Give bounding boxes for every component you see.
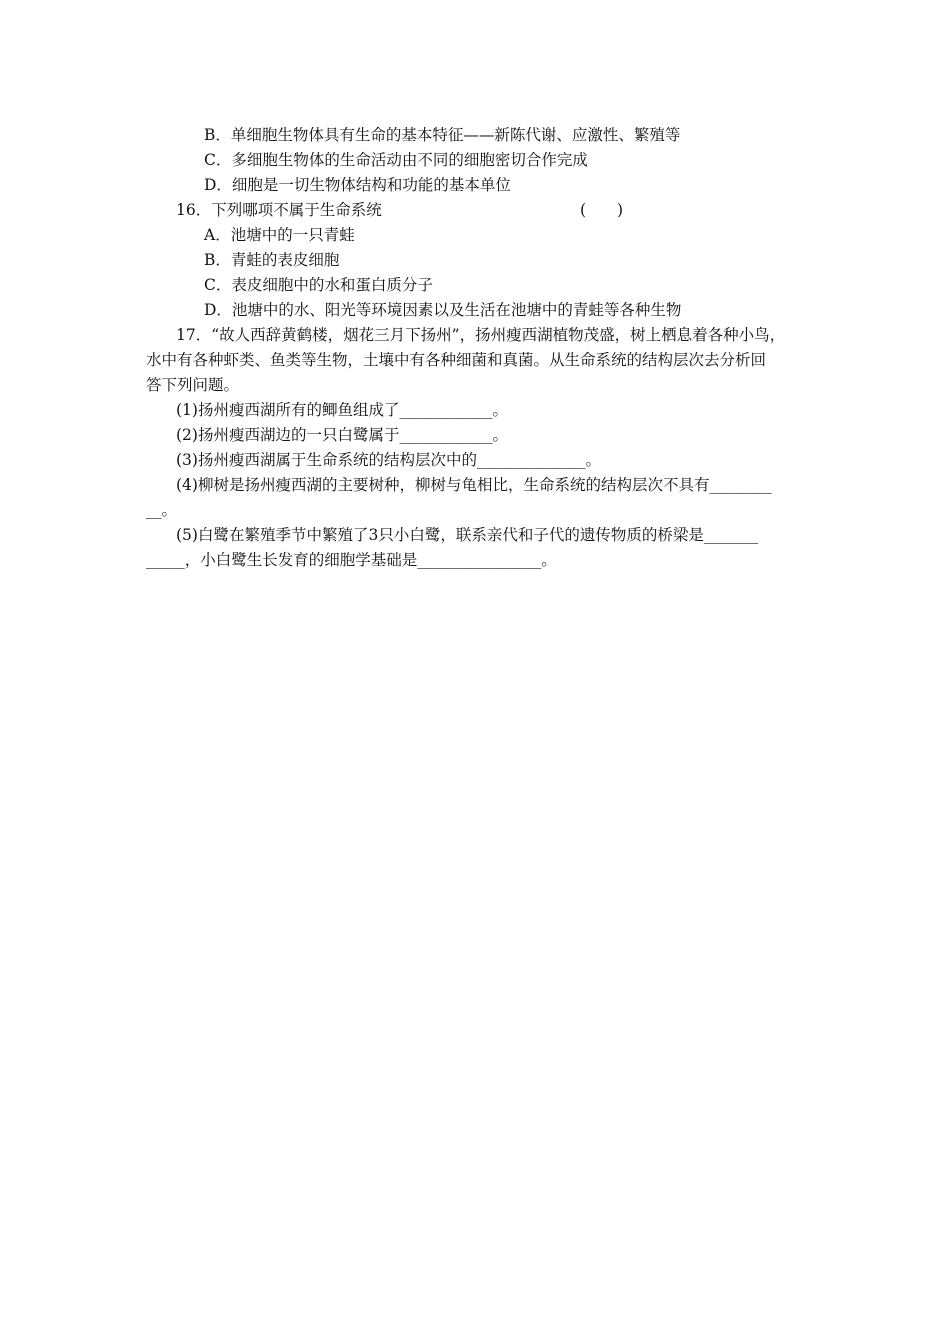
q15-option-b: B．单细胞生物体具有生命的基本特征——新陈代谢、应激性、繁殖等 <box>204 126 681 144</box>
q16-option-c: C．表皮细胞中的水和蛋白质分子 <box>204 276 433 294</box>
q16-answer-paren: ( ) <box>580 201 624 219</box>
q17-sub-2: (2)扬州瘦西湖边的一只白鹭属于____________。 <box>176 426 508 444</box>
q16-option-b: B．青蛙的表皮细胞 <box>204 251 340 269</box>
q17-sub-3: (3)扬州瘦西湖属于生命系统的结构层次中的______________。 <box>176 451 601 469</box>
q17-sub-4-line-2: __。 <box>146 501 178 519</box>
q17-sub-4-line-1: (4)柳树是扬州瘦西湖的主要树种，柳树与龟相比，生命系统的结构层次不具有________ <box>176 476 772 494</box>
q15-option-c: C．多细胞生物体的生命活动由不同的细胞密切合作完成 <box>204 151 588 169</box>
q17-stem-line-2: 水中有各种虾类、鱼类等生物，土壤中有各种细菌和真菌。从生命系统的结构层次去分析回 <box>146 351 767 369</box>
q17-sub-1: (1)扬州瘦西湖所有的鲫鱼组成了____________。 <box>176 401 508 419</box>
q15-option-d: D．细胞是一切生物体结构和功能的基本单位 <box>204 176 511 194</box>
q17-stem-line-3: 答下列问题。 <box>146 376 240 394</box>
q16-stem: 16．下列哪项不属于生命系统 <box>176 201 382 219</box>
q17-sub-5-line-2: _____，小白鹭生长发育的细胞学基础是________________。 <box>146 551 557 569</box>
q16-option-d: D．池塘中的水、阳光等环境因素以及生活在池塘中的青蛙等各种生物 <box>204 301 682 319</box>
q17-sub-5-line-1: (5)白鹭在繁殖季节中繁殖了3只小白鹭，联系亲代和子代的遗传物质的桥梁是_______ <box>176 526 759 544</box>
q16-option-a: A．池塘中的一只青蛙 <box>204 226 355 244</box>
q17-stem-line-1: 17．“故人西辞黄鹤楼，烟花三月下扬州”，扬州瘦西湖植物茂盛，树上栖息着各种小鸟， <box>176 326 786 344</box>
